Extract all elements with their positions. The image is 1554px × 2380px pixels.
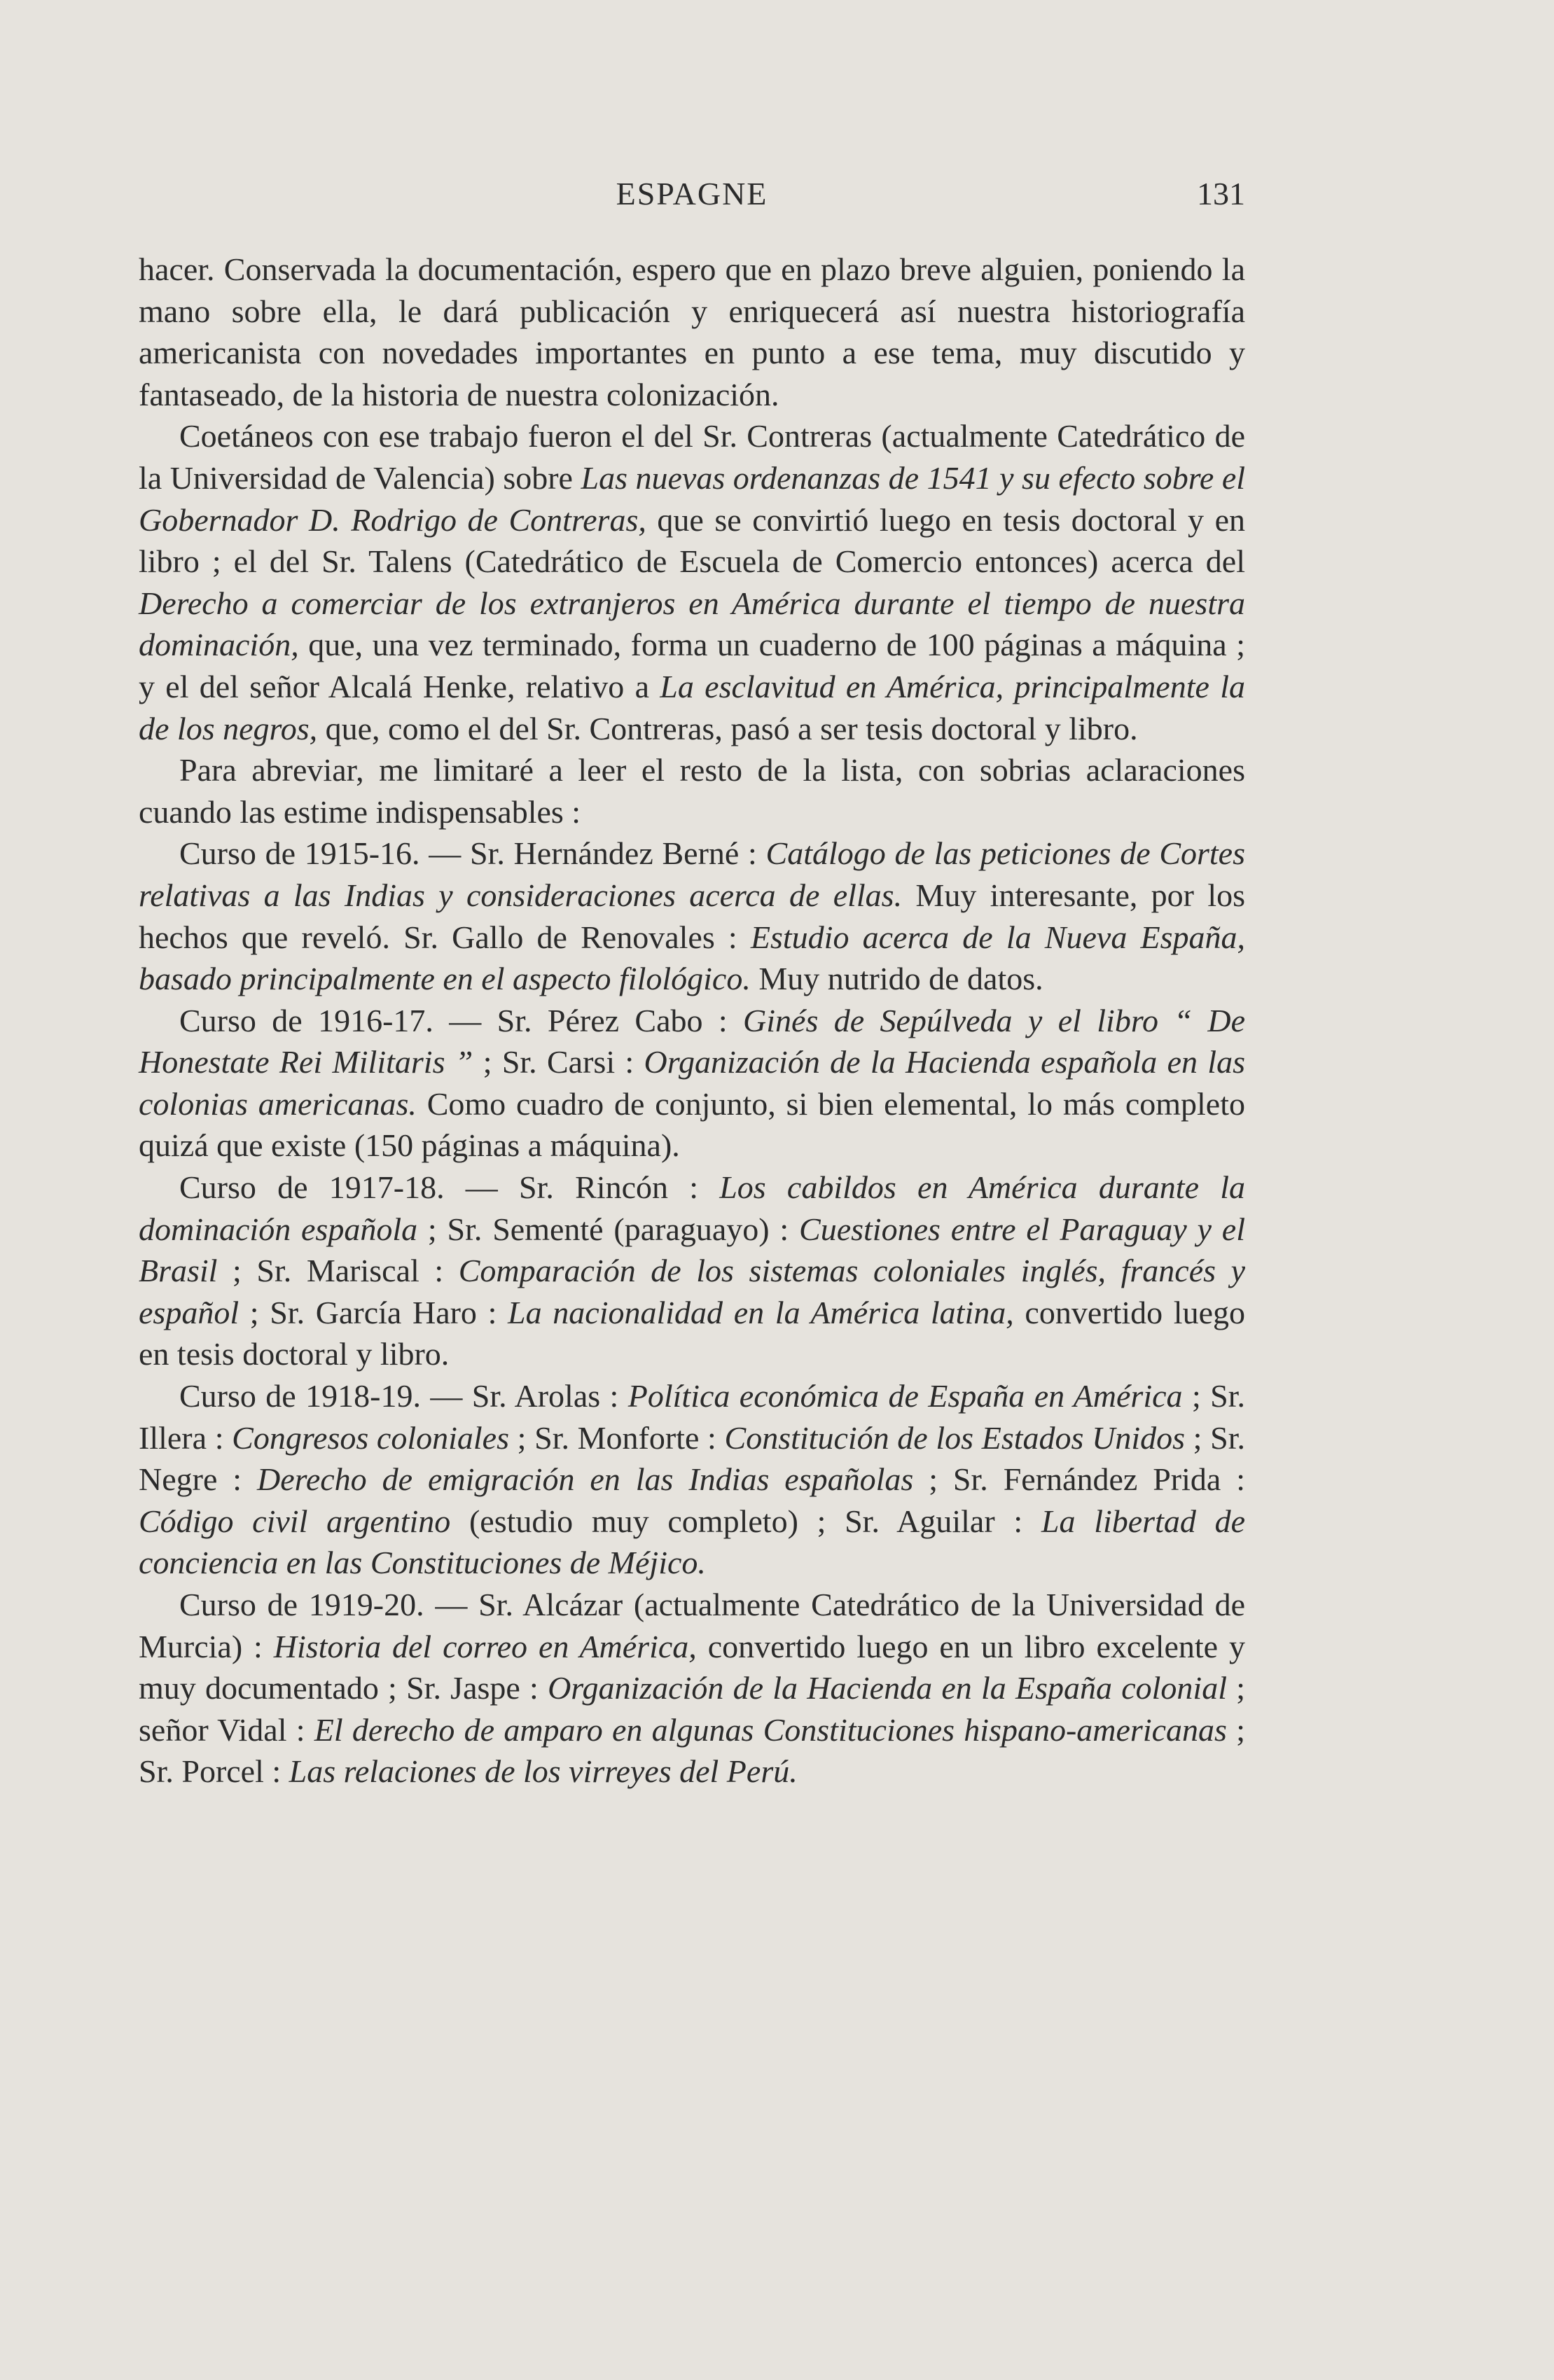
italic-title: La esclavitud en América, principalmente la de los negros, (139, 668, 1245, 746)
paragraph (139, 1167, 1245, 1375)
italic-title: Constitución de los Estados Unidos (724, 1419, 1185, 1456)
text-run: ; Sr. Mariscal : (217, 1253, 459, 1289)
text-run: Coetáneos con ese trabajo fueron el del Sr. Contreras (actualmente Catedrático de la Universidad de Valencia) sobre (139, 418, 1245, 496)
text-run: Curso de 1919-20. — Sr. Alcázar (actualmente Catedrático de la Universidad de Murcia) : (139, 1587, 1245, 1664)
paragraph (139, 749, 1245, 833)
paragraph (139, 1584, 1245, 1793)
text-run: hacer. Conservada la documentación, espero que en plazo breve alguien, poniendo la mano sobre ella, le dará publicación y enriquecerá así nuestra historiografía americanista con novedades importantes en punto a ese tema, muy discutido y fantaseado, de la historia de nuestra colonización. (139, 251, 1245, 412)
text-run: Curso de 1917-18. — Sr. Rincón : (179, 1169, 720, 1206)
italic-title: Congresos coloniales (232, 1419, 509, 1456)
text-run: ; señor Vidal : (139, 1670, 1245, 1748)
text-run: Como cuadro de conjunto, si bien elemental, lo más completo quizá que existe (150 páginas a máquina). (139, 1085, 1245, 1164)
paragraph (139, 415, 1245, 749)
text-run: Muy nutrido de datos. (750, 961, 1043, 997)
italic-title: Derecho de emigración en las Indias españolas (257, 1461, 914, 1498)
text-run: que, una vez terminado, forma un cuaderno de 100 páginas a máquina ; y el del señor Alcalá Henke, relativo a (139, 627, 1245, 704)
italic-title: Organización de la Hacienda en la España colonial (548, 1670, 1227, 1706)
italic-title: Ginés de Sepúlveda y el libro “ De Honestate Rei Militaris ” (139, 1002, 1246, 1080)
italic-title: La nacionalidad en la América latina, (508, 1294, 1014, 1330)
text-run: convertido luego en tesis doctoral y libro. (139, 1294, 1245, 1372)
text-run: Curso de 1918-19. — Sr. Arolas : (179, 1378, 628, 1414)
italic-title: El derecho de amparo en algunas Constituciones hispano-americanas (314, 1711, 1227, 1748)
italic-title: Organización de la Hacienda española en las colonias americanas. (139, 1044, 1245, 1122)
text-run: Muy interesante, por los hechos que reveló. Sr. Gallo de Renovales : (139, 877, 1245, 955)
italic-title: Catálogo de las peticiones de Cortes relativas a las Indias y consideraciones acerca de ellas. (139, 835, 1245, 913)
text-run: ; Sr. Porcel : (139, 1711, 1245, 1790)
running-title: ESPAGNE (616, 176, 768, 211)
paragraph (139, 249, 1245, 415)
text-run: ; Sr. Fernández Prida : (913, 1461, 1246, 1498)
text-run: convertido luego en un libro excelente y muy documentado ; Sr. Jaspe : (139, 1628, 1245, 1706)
text-run: ; Sr. Negre : (139, 1419, 1245, 1498)
text-run: ; Sr. Monforte : (509, 1419, 725, 1456)
paragraph (139, 833, 1245, 999)
italic-title: Código civil argentino (139, 1503, 451, 1539)
italic-title: Derecho a comerciar de los extranjeros en América durante el tiempo de nuestra dominación, (139, 585, 1245, 663)
page-number: 131 (1197, 176, 1245, 211)
text-run: ; Sr. Carsi : (473, 1044, 644, 1080)
running-head (139, 175, 1245, 217)
text-run: que se convirtió luego en tesis doctoral y en libro ; el del Sr. Talens (Catedrático de Escuela de Comercio entonces) acerca del (139, 501, 1246, 580)
body-text (139, 249, 1245, 1793)
italic-title: Estudio acerca de la Nueva España, basado principalmente en el aspecto filológico. (139, 919, 1245, 997)
italic-title: Los cabildos en América durante la dominación española (139, 1169, 1245, 1247)
paragraph (139, 1000, 1245, 1167)
paragraph (139, 1375, 1245, 1584)
text-run: ; Sr. Sementé (paraguayo) : (417, 1211, 800, 1247)
italic-title: Las relaciones de los virreyes del Perú. (289, 1753, 798, 1790)
italic-title: Historia del correo en América, (273, 1628, 697, 1664)
italic-title: Las nuevas ordenanzas de 1541 y su efecto sobre el Gobernador D. Rodrigo de Contreras, (139, 459, 1246, 538)
italic-title: Comparación de los sistemas coloniales inglés, francés y español (139, 1253, 1246, 1330)
text-run: Para abreviar, me limitaré a leer el resto de la lista, con sobrias aclaraciones cuando las estime indispensables : (139, 752, 1245, 830)
text-run: que, como el del Sr. Contreras, pasó a ser tesis doctoral y libro. (317, 710, 1138, 746)
text-run: (estudio muy completo) ; Sr. Aguilar : (450, 1503, 1041, 1539)
text-run: Curso de 1916-17. — Sr. Pérez Cabo : (179, 1002, 744, 1038)
italic-title: Cuestiones entre el Paraguay y el Brasil (139, 1211, 1245, 1289)
italic-title: Política económica de España en América (627, 1378, 1183, 1414)
text-run: Curso de 1915-16. — Sr. Hernández Berné : (179, 835, 766, 872)
text-run: ; Sr. Illera : (139, 1378, 1245, 1456)
text-run: ; Sr. García Haro : (239, 1294, 508, 1330)
italic-title: La libertad de conciencia en las Constituciones de Méjico. (139, 1503, 1245, 1581)
